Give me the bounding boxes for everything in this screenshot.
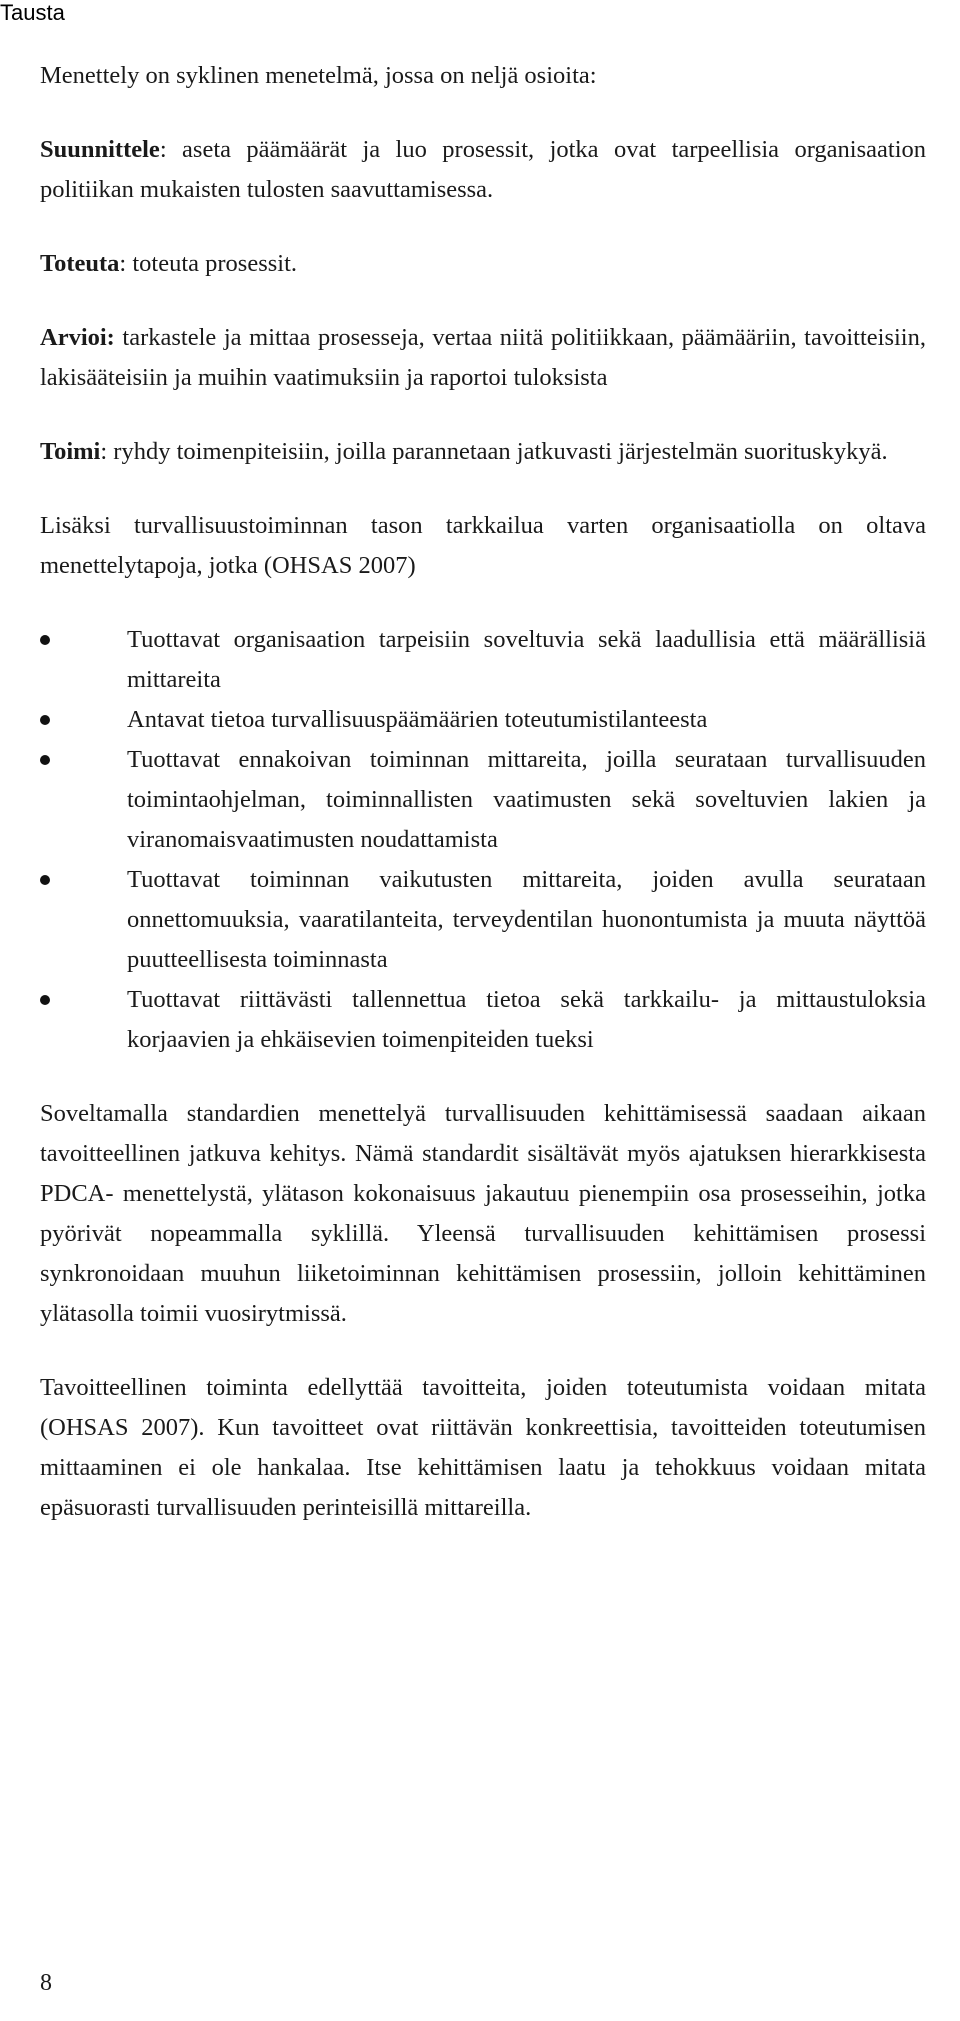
phase-check-text: tarkastele ja mittaa prosesseja, vertaa niitä politiikkaan, päämääriin, tavoitteisiin, lakisääteisiin ja muihin vaatimuksiin ja raportoi tuloksista: [40, 324, 926, 391]
phase-plan-text: : aseta päämäärät ja luo prosessit, jotka ovat tarpeellisia organisaation politiikan mukaisten tulosten saavuttamisessa.: [40, 136, 926, 203]
procedures-bullet-list: [40, 620, 926, 1060]
phase-plan: [40, 130, 926, 210]
standards-paragraph: Soveltamalla standardien menettelyä turvallisuuden kehittämisessä saadaan aikaan tavoitteellinen jatkuva kehitys. Nämä standardit sisältävät myös ajatuksen hierarkkisesta PDCA- menettelystä, ylätason kokonaisuus jakautuu pienempiin osa prosesseihin, jotka pyörivät nopeammalla syklillä. Yleensä turvallisuuden kehittämisen prosessi synkronoidaan muuhun liiketoiminnan kehittämisen prosessiin, jolloin kehittäminen ylätasolla toimii vuosirytmissä.: [40, 1100, 926, 1327]
list-item: [40, 740, 926, 860]
phase-do-text: : toteuta prosessit.: [119, 250, 298, 277]
phase-act-text: : ryhdy toimenpiteisiin, joilla parannetaan jatkuvasti järjestelmän suorituskykyä.: [100, 438, 888, 465]
phase-check: [40, 318, 926, 398]
list-item-text: Tuottavat riittävästi tallennettua tietoa sekä tarkkailu- ja mittaustuloksia korjaavien ja ehkäisevien toimenpiteiden tueksi: [127, 986, 926, 1053]
page-number: 8: [40, 1970, 52, 1996]
intro-paragraph: Menettely on syklinen menetelmä, jossa on neljä osioita:: [40, 62, 597, 89]
goals-paragraph: Tavoitteellinen toiminta edellyttää tavoitteita, joiden toteutumista voidaan mitata (OHSAS 2007). Kun tavoitteet ovat riittävän konkreettisia, tavoitteiden toteutumisen mittaaminen ei ole hankalaa. Itse kehittämisen laatu ja tehokkuus voidaan mitata epäsuorasti turvallisuuden perinteisillä mittareilla.: [40, 1374, 926, 1521]
list-item-text: Tuottavat organisaation tarpeisiin soveltuvia sekä laadullisia että määrällisiä mittareita: [127, 626, 926, 693]
phase-plan-term: Suunnittele: [40, 136, 160, 163]
bullet-icon: [40, 755, 50, 765]
phase-act-term: Toimi: [40, 438, 101, 465]
document-body: [40, 56, 926, 1562]
bullet-icon: [40, 715, 50, 725]
phase-act: [40, 432, 926, 472]
list-item: [40, 860, 926, 980]
phase-check-term: Arvioi:: [40, 324, 115, 351]
bullet-icon: [40, 875, 50, 885]
list-item: [40, 980, 926, 1060]
phase-do: [40, 244, 926, 284]
list-item: [40, 700, 926, 740]
bullet-icon: [40, 635, 50, 645]
phase-do-term: Toteuta: [40, 250, 120, 277]
monitoring-intro-paragraph: Lisäksi turvallisuustoiminnan tason tarkkailua varten organisaatiolla on oltava menettelytapoja, jotka (OHSAS 2007): [40, 512, 926, 579]
list-item: [40, 620, 926, 700]
list-item-text: Tuottavat toiminnan vaikutusten mittareita, joiden avulla seurataan onnettomuuksia, vaaratilanteita, terveydentilan huonontumista ja muuta näyttöä puutteellisesta toiminnasta: [127, 866, 926, 973]
list-item-text: Antavat tietoa turvallisuuspäämäärien toteutumistilanteesta: [127, 706, 708, 733]
section-header-tab: Tausta: [0, 0, 65, 25]
bullet-icon: [40, 995, 50, 1005]
list-item-text: Tuottavat ennakoivan toiminnan mittareita, joilla seurataan turvallisuuden toimintaohjelman, toiminnallisten vaatimusten sekä soveltuvien lakien ja viranomaisvaatimusten noudattamista: [127, 746, 926, 853]
